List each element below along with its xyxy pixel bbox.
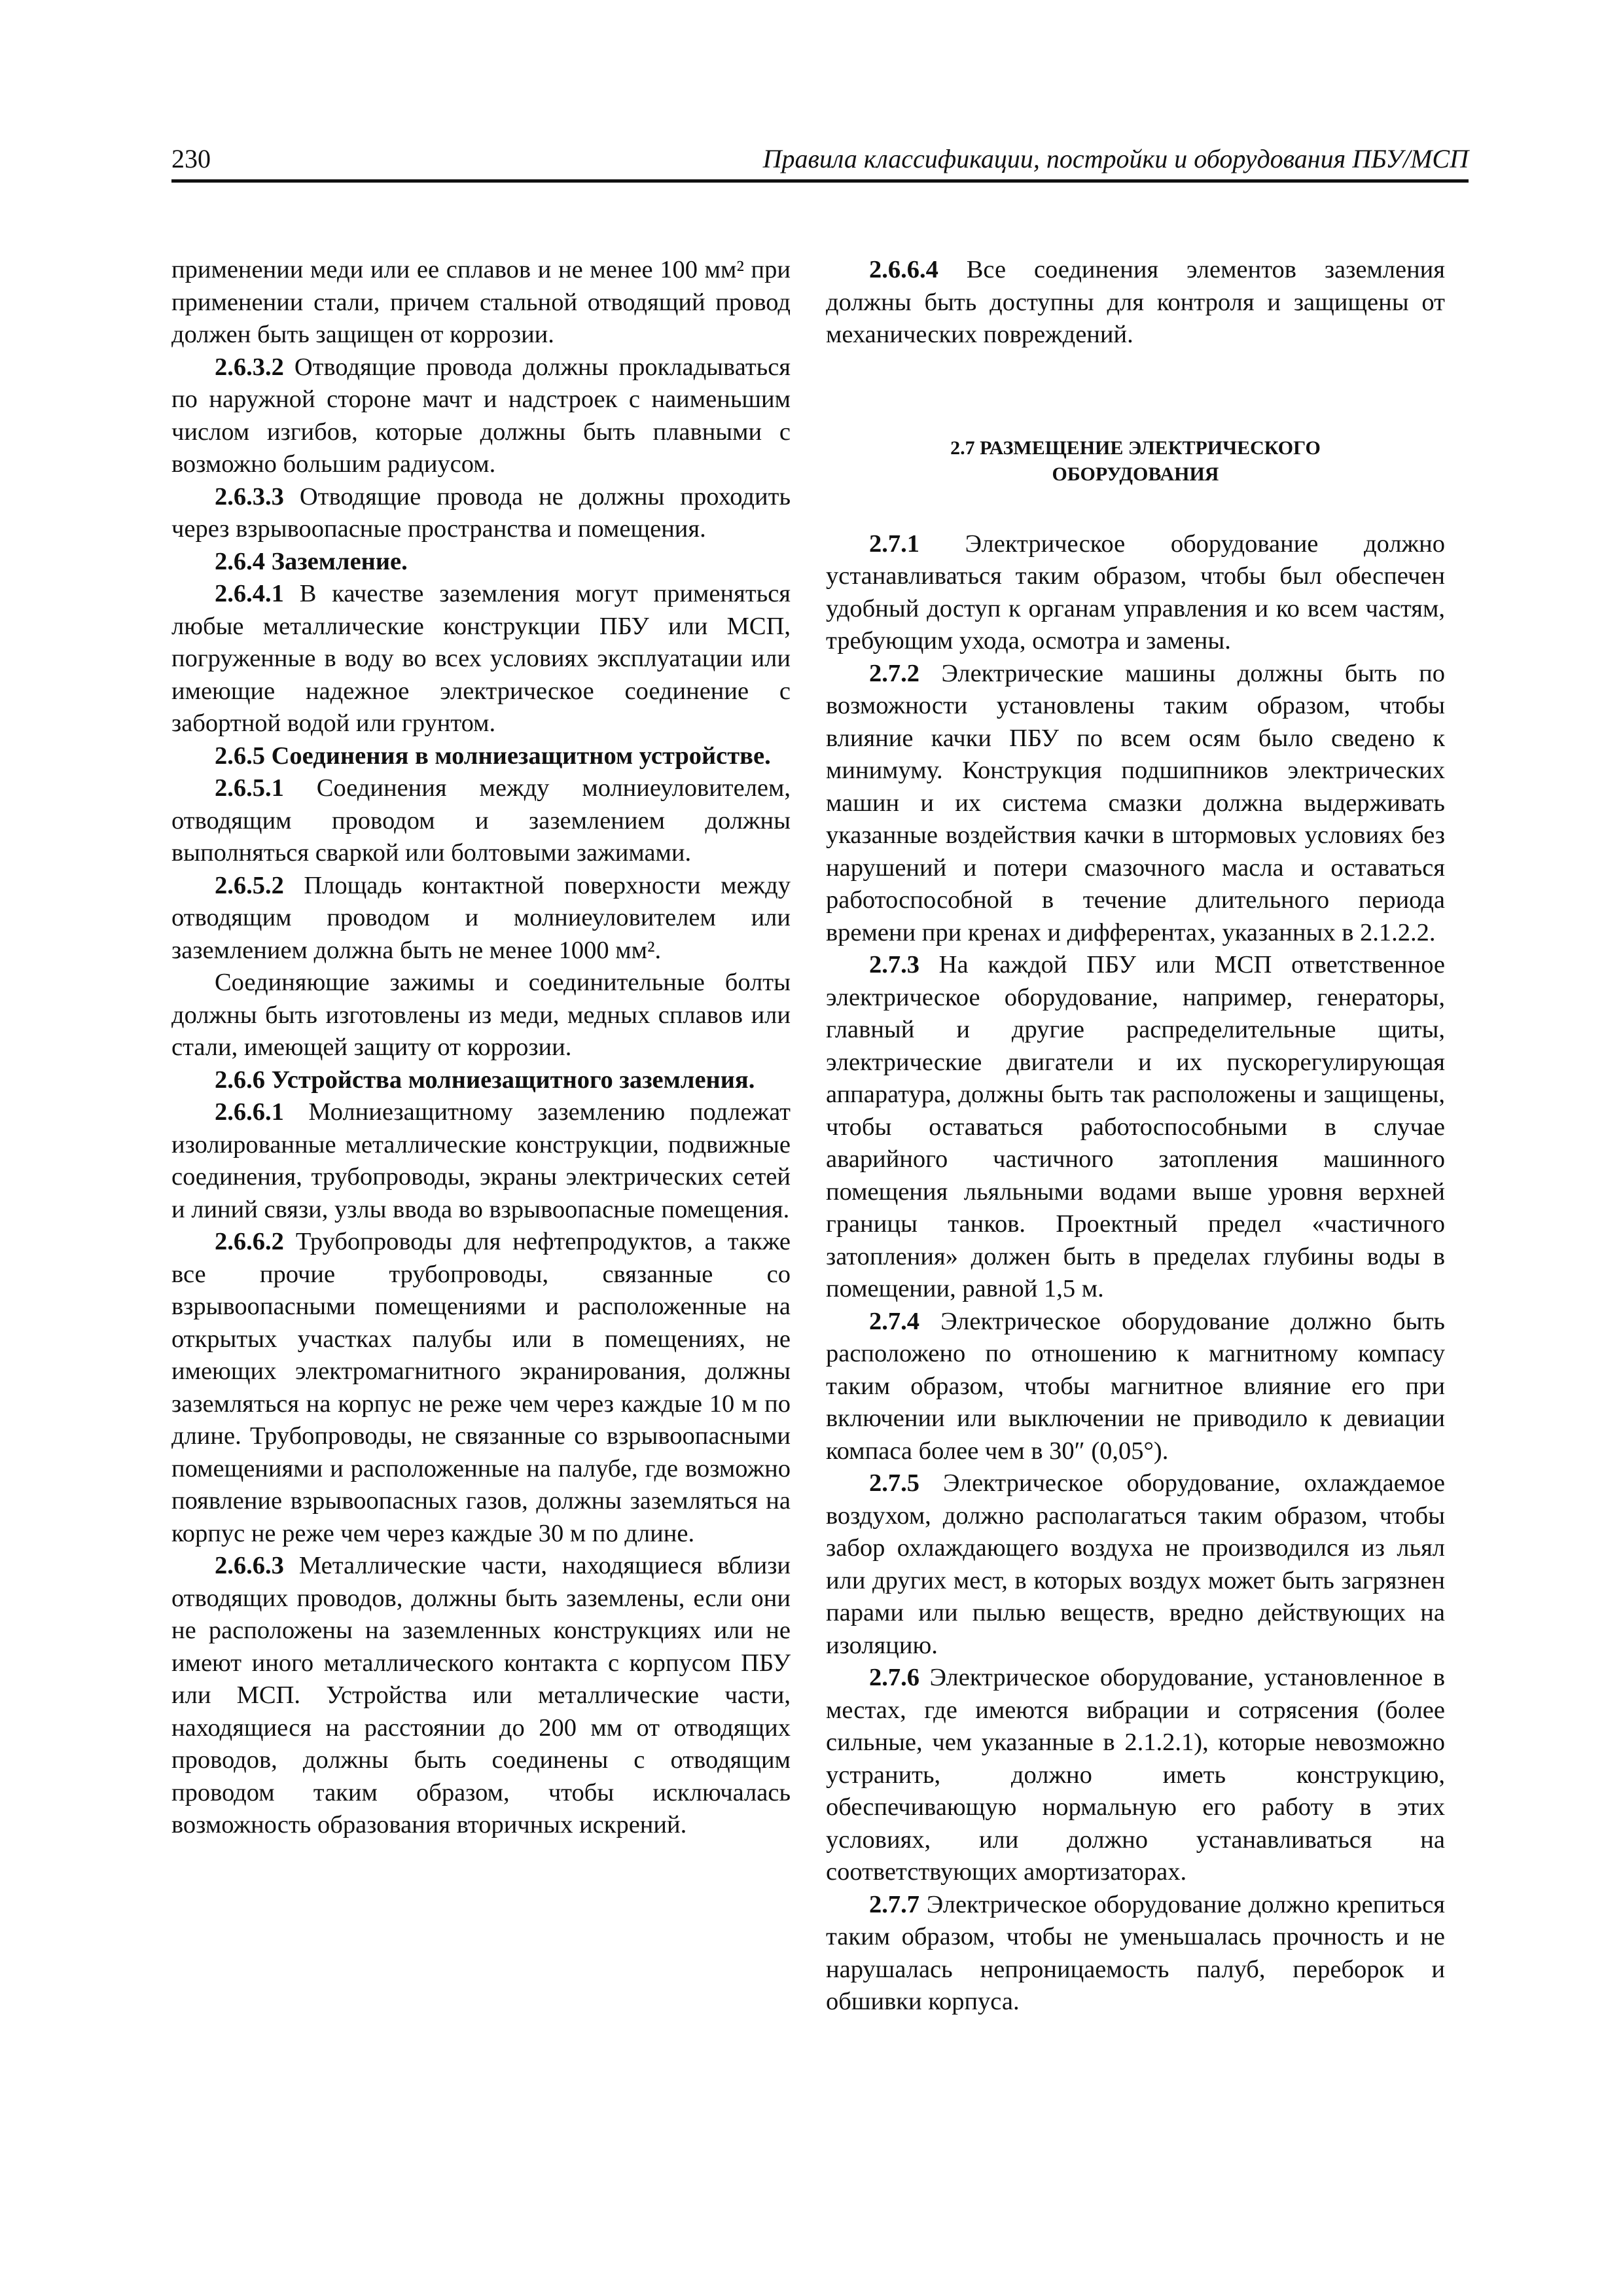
paragraph-text: Молниезащитному заземлению подлежат изолированные металлические конструкции, подвижные соединения, трубопроводы, экраны электрических сетей и линий связи, узлы ввода во взрывоопасные помещения. <box>171 1098 791 1223</box>
paragraph <box>171 351 791 481</box>
clause-number: 2.6.6.3 <box>215 1552 284 1579</box>
paragraph-text: применении меди или ее сплавов и не менее 100 мм² при применении стали, причем стальной отводящий провод должен быть защищен от коррозии. <box>171 256 791 348</box>
paragraph <box>171 578 791 740</box>
paragraph <box>171 1226 791 1550</box>
clause-number: 2.6.6 Устройства молниезащитного заземления. <box>215 1066 755 1094</box>
page-number: 230 <box>171 144 211 173</box>
paragraph <box>171 1096 791 1226</box>
paragraph-text: Отводящие провода не должны проходить через взрывоопасные пространства и помещения. <box>171 482 791 543</box>
clause-number: 2.6.3.3 <box>215 482 284 511</box>
paragraph-text: Электрические машины должны быть по возможности установлены таким образом, чтобы влияние качки ПБУ по всем осям было сведено к минимуму. Конструкция подшипников электрических машин и их система смазки должна выдерживать указанные воздействия качки в штормовых условиях без нарушений и потери смазочного масла и оставаться работоспособной в течение длительного периода времени при кренах и дифферентах, указанных в 2.1.2.2. <box>826 659 1445 946</box>
paragraph <box>826 1467 1445 1662</box>
paragraph <box>826 1889 1445 2018</box>
clause-number: 2.7.1 <box>869 529 919 558</box>
clause-number: 2.7.6 <box>869 1664 919 1691</box>
paragraph <box>826 254 1445 351</box>
paragraph <box>826 1306 1445 1468</box>
clause-number: 2.6.4.1 <box>215 580 284 607</box>
clause-number: 2.7.4 <box>869 1307 919 1335</box>
clause-number: 2.6.4 Заземление. <box>215 547 408 575</box>
section-title-line: 2.7 РАЗМЕЩЕНИЕ ЭЛЕКТРИЧЕСКОГО <box>950 437 1321 459</box>
page-header <box>171 137 1469 183</box>
clause-number: 2.6.6.1 <box>215 1098 284 1126</box>
paragraph-text: Соединения между молниеуловителем, отводящим проводом и заземлением должны выполняться сваркой или болтовыми зажимами. <box>171 774 791 867</box>
clause-number: 2.7.2 <box>869 659 919 687</box>
clause-number: 2.6.5.1 <box>215 774 284 802</box>
subsection-heading <box>171 1064 791 1097</box>
clause-number: 2.7.7 <box>869 1890 919 1918</box>
left-column <box>171 254 791 1842</box>
section-title-line: ОБОРУДОВАНИЯ <box>1052 463 1219 485</box>
paragraph-text: Электрическое оборудование должно устанавливаться таким образом, чтобы был обеспечен удобный доступ к органам управления и ко всем частям, требующим ухода, осмотра и замены. <box>826 529 1445 655</box>
paragraph <box>171 254 791 351</box>
paragraph-text: Электрическое оборудование, установленное в местах, где имеются вибрации и сотрясения (более сильные, чем указанные в 2.1.2.1), которые невозможно устранить, должно иметь конструкцию, обеспечивающую нормальную его работу в этих условиях, или должно устанавливаться на соответствующих амортизаторах. <box>826 1664 1445 1886</box>
paragraph <box>826 949 1445 1306</box>
clause-number: 2.6.5 Соединения в молниезащитном устройстве. <box>215 742 771 770</box>
paragraph-text: Электрическое оборудование должно крепиться таким образом, чтобы не уменьшалась прочность и не нарушалась непроницаемость палуб, переборок и обшивки корпуса. <box>826 1890 1445 2015</box>
running-title: Правила классификации, постройки и оборудования ПБУ/МСП <box>762 144 1469 173</box>
clause-number: 2.6.6.4 <box>869 256 938 283</box>
paragraph-text: Отводящие провода должны прокладываться по наружной стороне мачт и надстроек с наименьшим числом изгибов, которые должны быть плавными с возможно большим радиусом. <box>171 353 791 478</box>
paragraph <box>171 772 791 870</box>
clause-number: 2.6.3.2 <box>215 353 284 381</box>
paragraph-text: Все соединения элементов заземления должны быть доступны для контроля и защищены от механических повреждений. <box>826 256 1445 348</box>
section-title <box>826 435 1445 488</box>
paragraph-text: Электрическое оборудование, охлаждаемое воздухом, должно располагаться таким образом, чтобы забор охлаждающего воздуха не производился из льял или других мест, в которых воздух может быть загрязнен парами или пылью веществ, вредно действующих на изоляцию. <box>826 1469 1445 1659</box>
paragraph <box>171 1550 791 1842</box>
clause-number: 2.6.6.2 <box>215 1228 284 1255</box>
paragraph-text: Площадь контактной поверхности между отводящим проводом и молниеуловителем или заземлением должна быть не менее 1000 мм². <box>171 871 791 964</box>
paragraph <box>171 481 791 546</box>
clause-number: 2.6.5.2 <box>215 871 284 899</box>
clause-number: 2.7.5 <box>869 1469 919 1497</box>
paragraph-text: В качестве заземления могут применяться любые металлические конструкции ПБУ или МСП, погруженные в воду во всех условиях эксплуатации или имеющие надежное электрическое соединение с забортной водой или грунтом. <box>171 580 791 737</box>
paragraph-text: Электрическое оборудование должно быть расположено по отношению к магнитному компасу таким образом, чтобы магнитное влияние его при включении или выключении не приводило к девиации компаса более чем в 30″ (0,05°). <box>826 1307 1445 1465</box>
subsection-heading <box>171 740 791 773</box>
clause-number: 2.7.3 <box>869 951 919 978</box>
subsection-heading <box>171 546 791 579</box>
paragraph <box>826 1662 1445 1889</box>
right-column <box>826 254 1445 2018</box>
paragraph-text: Трубопроводы для нефтепродуктов, а также все прочие трубопроводы, связанные со взрывоопасными помещениями и расположенные на открытых участках палубы или в помещениях, не имеющих электромагнитного экранирования, должны заземляться на корпус не реже чем через каждые 10 м по длине. Трубопроводы, не связанные со взрывоопасными помещениями и расположенные на палубе, где возможно появление взрывоопасных газов, должны заземляться на корпус не реже чем через каждые 30 м по длине. <box>171 1228 791 1547</box>
paragraph-text: Металлические части, находящиеся вблизи отводящих проводов, должны быть заземлены, если они не расположены на заземленных конструкциях или не имеют иного металлического контакта с корпусом ПБУ или МСП. Устройства или металлические части, находящиеся на расстоянии до 200 мм от отводящих проводов, должны быть соединены с отводящим проводом таким образом, чтобы исключалась возможность образования вторичных искрений. <box>171 1552 791 1839</box>
paragraph <box>171 967 791 1064</box>
paragraph-text: Соединяющие зажимы и соединительные болты должны быть изготовлены из меди, медных сплавов или стали, имеющей защиту от коррозии. <box>171 969 791 1061</box>
paragraph-text: На каждой ПБУ или МСП ответственное электрическое оборудование, например, генераторы, главный и другие распределительные щиты, электрические двигатели и их пускорегулирующая аппаратура, должны быть так расположены и защищены, чтобы оставаться работоспособными в случае аварийного частичного затопления машинного помещения льяльными водами выше уровня верхней границы танков. Проектный предел «частичного затопления» должен быть в пределах глубины воды в помещении, равной 1,5 м. <box>826 951 1445 1302</box>
paragraph <box>826 528 1445 658</box>
paragraph <box>171 870 791 967</box>
paragraph <box>826 658 1445 950</box>
